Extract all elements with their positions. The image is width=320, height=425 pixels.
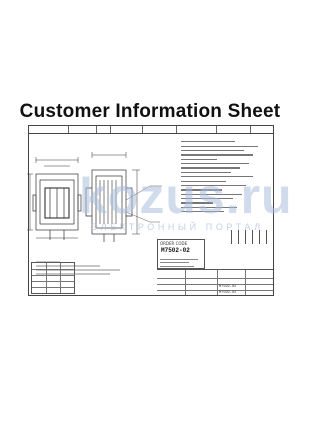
front-latch-left (33, 195, 36, 211)
sheet-title: Customer Information Sheet (19, 101, 281, 122)
part-number-label: ORDER CODE (160, 241, 188, 246)
alt-drawing-number: M7502-02 (219, 291, 237, 295)
watermark-logo: kozus.ru (79, 168, 293, 224)
front-latch-right (78, 195, 81, 211)
part-number: M7502-02 (161, 247, 190, 254)
watermark-tagline: ЭЛЕКТРОННЫЙ ПОРТАЛ (91, 222, 264, 232)
side-view-outline (92, 170, 126, 234)
side-latch (86, 188, 92, 216)
drawing-number: M7502-02 (219, 285, 237, 289)
